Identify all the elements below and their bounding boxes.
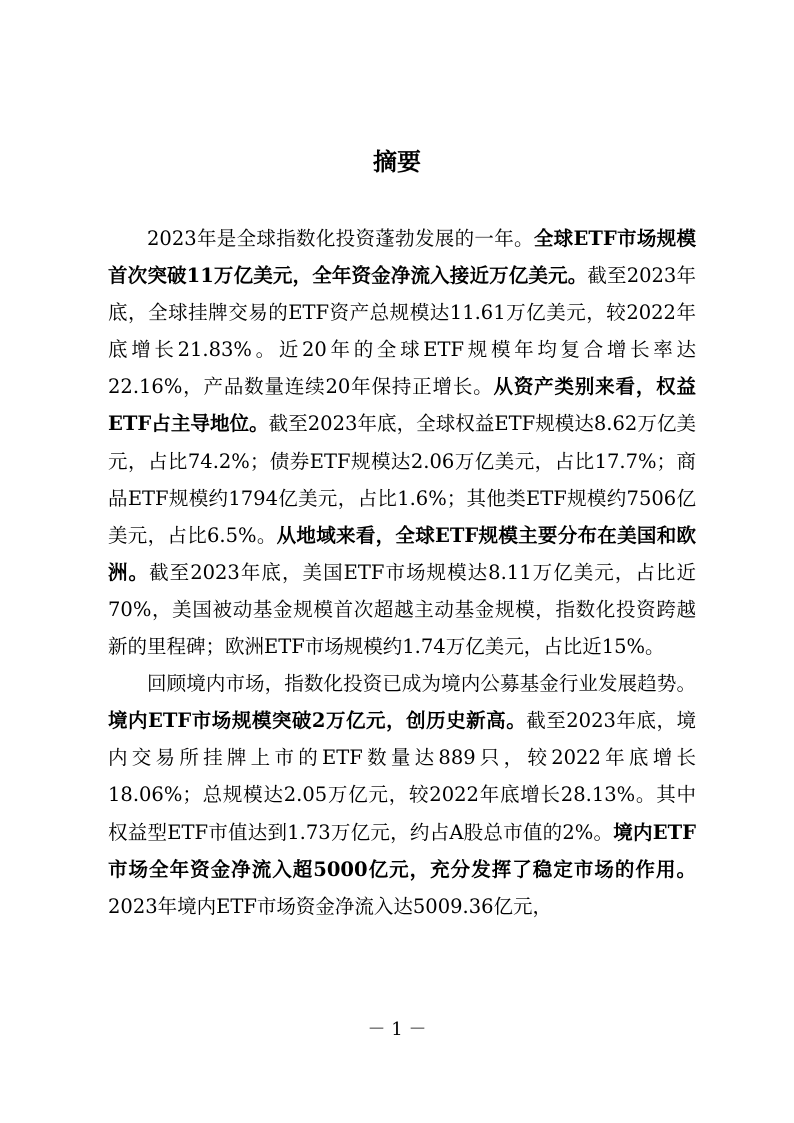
paragraph-domestic bbox=[108, 665, 696, 925]
paragraph-global bbox=[108, 220, 696, 665]
highlight-segment: 境内ETF市场规模突破2万亿元，创历史新高。 bbox=[108, 709, 527, 733]
text-segment: 截至2023年底，境内交易所挂牌上市的ETF数量达889只，较2022年底增长18.06%；总规模达2.05万亿元，较2022年底增长28.13%。其中权益型ETF市值达到1.73万亿元，约占A股总市值的2%。 bbox=[108, 709, 696, 844]
page-title: 摘要 bbox=[373, 148, 421, 176]
text-segment: 回顾境内市场，指数化投资已成为境内公募基金行业发展趋势。 bbox=[147, 672, 696, 696]
body-text bbox=[108, 220, 696, 925]
text-segment: 2023年境内ETF市场资金净流入达5009.36亿元， bbox=[108, 894, 553, 918]
text-segment: 截至2023年底，美国ETF市场规模达8.11万亿美元，占比近70%，美国被动基金规模首次超越主动基金规模，指数化投资跨越新的里程碑；欧洲ETF市场规模约1.74万亿美元，占比近15%。 bbox=[108, 560, 696, 659]
page-number: － 1 － bbox=[367, 1019, 427, 1040]
text-segment: 2023年是全球指数化投资蓬勃发展的一年。 bbox=[147, 227, 534, 250]
highlight-segment: 全球ETF市场规模首次突破11万亿美元，全年资金净流入接近万亿美元。 bbox=[108, 227, 696, 288]
text-segment: 截至2023年底，全球挂牌交易的ETF资产总规模达11.61万亿美元，较2022年底增长21.83%。近20年的全球ETF规模年均复合增长率达22.16%，产品数量连续20年保持正增长。 bbox=[108, 264, 696, 399]
highlight-segment: 从资产类别来看，权益ETF占主导地位。 bbox=[108, 375, 696, 436]
highlight-segment: 境内ETF市场全年资金净流入超5000亿元，充分发挥了稳定市场的作用。 bbox=[108, 820, 697, 881]
highlight-segment: 从地域来看，全球ETF规模主要分布在美国和欧洲。 bbox=[108, 523, 696, 584]
text-segment: 截至2023年底，全球权益ETF规模达8.62万亿美元，占比74.2%；债券ETF规模达2.06万亿美元，占比17.7%；商品ETF规模约1794亿美元，占比1.6%；其他类ETF规模约7506亿美元，占比6.5%。 bbox=[108, 412, 697, 547]
